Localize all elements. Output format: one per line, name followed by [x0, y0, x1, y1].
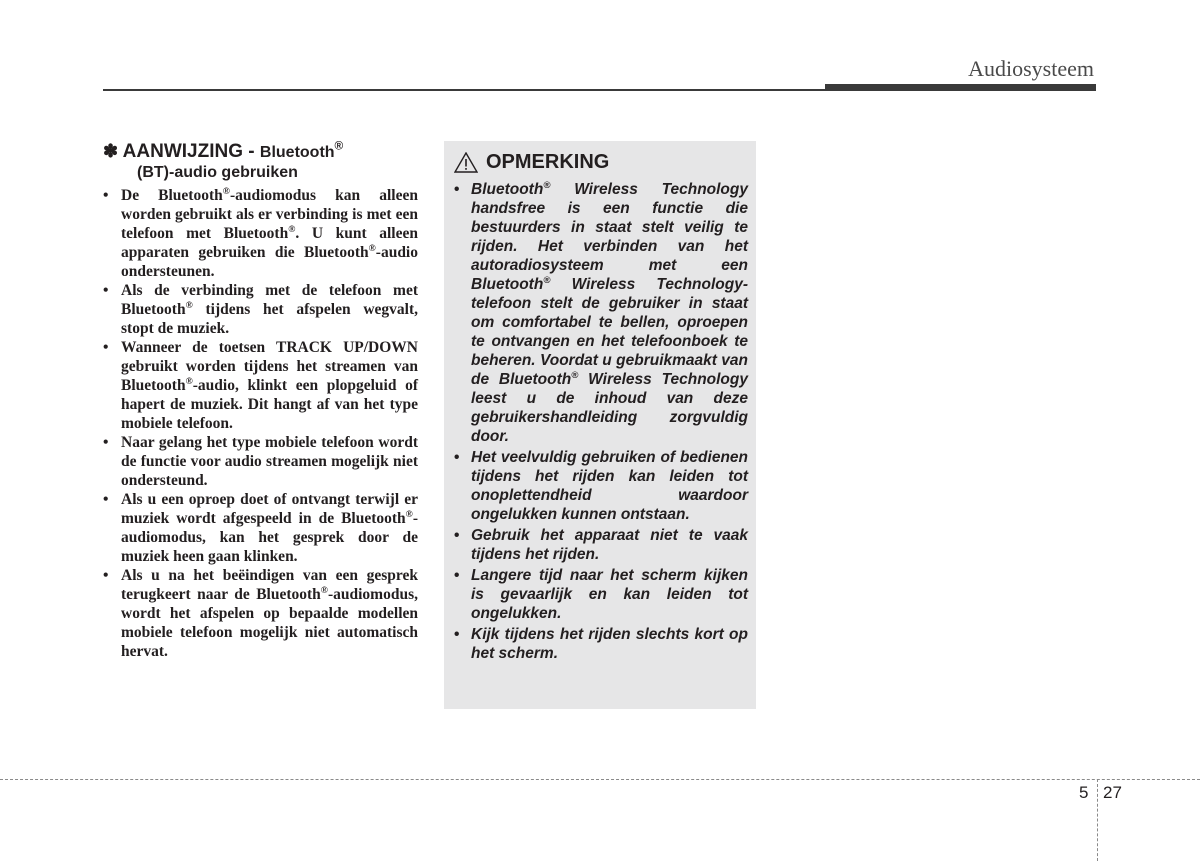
note-title: AANWIJZING - [122, 141, 255, 162]
item-text: De Bluetooth [121, 187, 223, 204]
warning-list-item [454, 526, 748, 564]
registered-mark: ® [222, 185, 230, 197]
warning-heading [454, 151, 748, 174]
bullet-icon: • [103, 434, 109, 451]
item-text: -audio ondersteunen. [121, 244, 418, 280]
registered-mark: ® [185, 299, 193, 311]
item-text: Langere tijd naar het scherm kijken is gevaarlijk en kan leiden tot ongelukken. [471, 567, 748, 622]
item-text: Bluetooth [471, 181, 544, 198]
item-text: -audio, klinkt een plopgeluid of hapert de muziek. Dit hangt af van het type mobiele telefoon. [121, 377, 418, 432]
registered-mark: ® [185, 375, 193, 387]
note-title-reg: ® [334, 139, 344, 153]
item-text: -audiomodus, kan het gesprek door de muziek heen gaan klinken. [121, 510, 418, 565]
warning-list-item [454, 180, 748, 446]
bullet-icon: • [103, 339, 109, 356]
warning-triangle-icon [454, 152, 478, 173]
item-text: Het veelvuldig gebruiken of bedienen tijdens het rijden kan leiden tot onoplettendheid waardoor ongelukken kunnen ontstaan. [471, 449, 748, 523]
bullet-icon: • [103, 491, 109, 508]
registered-mark: ® [368, 242, 376, 254]
registered-mark: ® [320, 584, 328, 596]
footer-dashed-divider [1097, 779, 1098, 861]
item-text: -audiomodus kan alleen worden gebruikt als er verbinding is met een telefoon met Bluetooth [121, 187, 418, 242]
item-text: Gebruik het apparaat niet te vaak tijdens het rijden. [471, 527, 748, 563]
note-star-icon: ✽ [103, 141, 119, 161]
note-list-item [103, 186, 418, 281]
registered-mark: ® [571, 369, 579, 381]
bullet-icon: • [103, 282, 109, 299]
item-text: tijdens het afspelen wegvalt, stopt de muziek. [121, 301, 418, 337]
item-text: Als u een oproep doet of ontvangt terwijl er muziek wordt afgespeeld in de Bluetooth [121, 491, 418, 527]
item-text: Als de verbinding met de telefoon met Bluetooth [121, 282, 418, 318]
registered-mark: ® [288, 223, 296, 235]
item-text: Wanneer de toetsen TRACK UP/DOWN gebruikt worden tijdens het streamen van Bluetooth [121, 339, 418, 394]
item-text: Als u na het beëindigen van een gesprek terugkeert naar de Bluetooth [121, 567, 418, 603]
note-heading [103, 141, 418, 182]
header-rule [103, 89, 825, 91]
note-list-item [103, 281, 418, 338]
bullet-icon: • [454, 626, 460, 643]
note-list-item [103, 566, 418, 661]
header-rule-accent [825, 84, 1096, 91]
bullet-icon: • [103, 567, 109, 584]
item-text: Wireless Technology-telefoon stelt de gebruiker in staat om comfortabel te bellen, oproepen te ontvangen en het telefoonboek te beheren. Voordat u gebruikmaakt van de Bluetooth [471, 276, 748, 388]
note-list-item [103, 338, 418, 433]
note-list-item [103, 490, 418, 566]
item-text: Naar gelang het type mobiele telefoon wordt de functie voor audio streamen mogelijk niet ondersteund. [121, 434, 418, 489]
item-text: . U kunt alleen apparaten gebruiken die Bluetooth [121, 225, 418, 261]
warning-list-item [454, 566, 748, 623]
item-text: Wireless Technology leest u de inhoud van deze gebruikershandleiding zorgvuldig door. [471, 371, 748, 445]
bullet-icon: • [454, 567, 460, 584]
page-number: 27 [1103, 783, 1122, 802]
warning-list [454, 180, 748, 663]
note-section [103, 141, 418, 661]
bullet-icon: • [454, 449, 460, 466]
registered-mark: ® [543, 179, 551, 191]
bullet-icon: • [454, 181, 460, 198]
item-text: -audiomodus, wordt het afspelen op bepaalde modellen mobiele telefoon mogelijk niet automatisch hervat. [121, 586, 418, 660]
warning-list-item [454, 448, 748, 524]
item-text: Kijk tijdens het rijden slechts kort op het scherm. [471, 626, 748, 662]
note-list-item [103, 433, 418, 490]
footer-dashed-rule [0, 779, 1200, 780]
warning-box [444, 141, 756, 709]
registered-mark: ® [405, 508, 413, 520]
note-title-sub: (BT)-audio gebruiken [137, 164, 298, 181]
registered-mark: ® [543, 274, 551, 286]
bullet-icon: • [103, 187, 109, 204]
warning-list-item [454, 625, 748, 663]
note-list [103, 186, 418, 661]
item-text: Wireless Technology handsfree is een functie die bestuurders in staat stelt veilig te rijden. Het verbinden van het autoradiosysteem met een Bluetooth [471, 181, 748, 293]
bullet-icon: • [454, 527, 460, 544]
page-header-title: Audiosysteem [968, 56, 1094, 81]
chapter-number: 5 [1079, 783, 1089, 802]
warning-title: OPMERKING [486, 151, 610, 173]
note-title-bluetooth: Bluetooth [259, 144, 335, 161]
